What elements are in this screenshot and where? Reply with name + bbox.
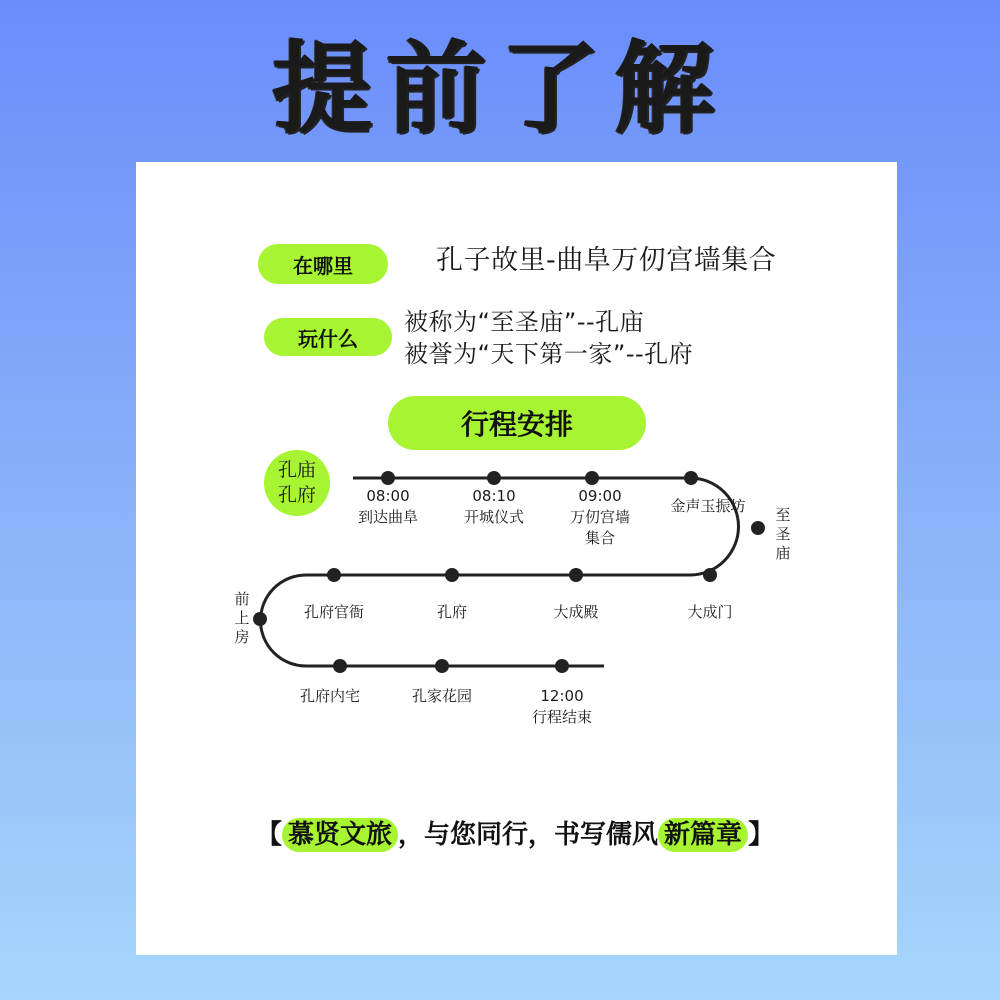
stop-name: 孔家花园: [411, 687, 473, 705]
page-title: 提前了解: [272, 29, 728, 147]
stop-label-3: [570, 486, 630, 549]
stop-name: 金声玉振坊: [670, 497, 746, 515]
start-line-2: 孔府: [277, 484, 316, 506]
stop-time: 08:10: [472, 487, 516, 505]
where-text: 孔子故里-曲阜万仞宫墙集合: [436, 245, 777, 276]
stop-dot-12: [435, 659, 449, 673]
stop-label-10: 前上房: [234, 590, 250, 646]
start-line-1: 孔庙: [277, 459, 316, 481]
stop-time: 12:00: [540, 687, 584, 705]
what-line-1: 被称为“至圣庙”--孔庙: [404, 308, 645, 336]
stop-dot-6: [703, 568, 717, 582]
stop-name: 孔府内宅: [299, 687, 361, 705]
stop-time: 09:00: [578, 487, 622, 505]
slogan-highlight: 新篇章: [658, 818, 748, 852]
what-label-pill: 玩什么: [264, 318, 392, 356]
stop-dot-10: [253, 612, 267, 626]
stop-dot-7: [569, 568, 583, 582]
stop-dot-2: [487, 471, 501, 485]
stop-name: 开城仪式: [463, 508, 525, 526]
stop-name: 行程结束: [531, 708, 593, 726]
stop-dot-11: [333, 659, 347, 673]
stop-name-2: 集合: [584, 529, 616, 547]
what-line-2: 被誉为“天下第一家”--孔府: [404, 340, 694, 368]
slogan-middle: ，与您同行，书写儒风: [398, 820, 659, 850]
slogan: [256, 814, 774, 851]
stop-label-1: [358, 486, 418, 528]
start-circle: [264, 450, 330, 516]
stop-label-9: [304, 602, 364, 623]
stop-label-6: [687, 602, 732, 623]
stop-name: 到达曲阜: [357, 508, 419, 526]
stop-dot-1: [381, 471, 395, 485]
stop-label-11: [300, 686, 360, 707]
stop-dot-13: [555, 659, 569, 673]
slogan-open-bracket: 【: [256, 820, 283, 850]
stop-dot-5: [751, 521, 765, 535]
stop-label-13: [532, 686, 592, 728]
stop-name: 大成门: [687, 603, 733, 621]
stop-name: 孔府: [436, 603, 468, 621]
stop-dot-3: [585, 471, 599, 485]
stop-label-8: [437, 602, 467, 623]
stop-name: 万仞宫墙: [569, 508, 631, 526]
stop-dot-4: [684, 471, 698, 485]
itinerary-title-pill: 行程安排: [388, 396, 646, 450]
stop-dot-8: [445, 568, 459, 582]
stop-label-7: [553, 602, 598, 623]
stop-name: 孔府官衙: [303, 603, 365, 621]
stop-dot-9: [327, 568, 341, 582]
stop-label-12: [412, 686, 472, 707]
stop-label-5: 至圣庙: [775, 506, 791, 562]
stop-time: 08:00: [366, 487, 410, 505]
stop-label-4: [670, 496, 745, 517]
stop-label-2: [464, 486, 524, 528]
slogan-brand: 慕贤文旅: [282, 818, 398, 852]
stop-name: 大成殿: [553, 603, 599, 621]
slogan-close-bracket: 】: [748, 820, 775, 850]
where-label-pill: 在哪里: [258, 244, 388, 284]
